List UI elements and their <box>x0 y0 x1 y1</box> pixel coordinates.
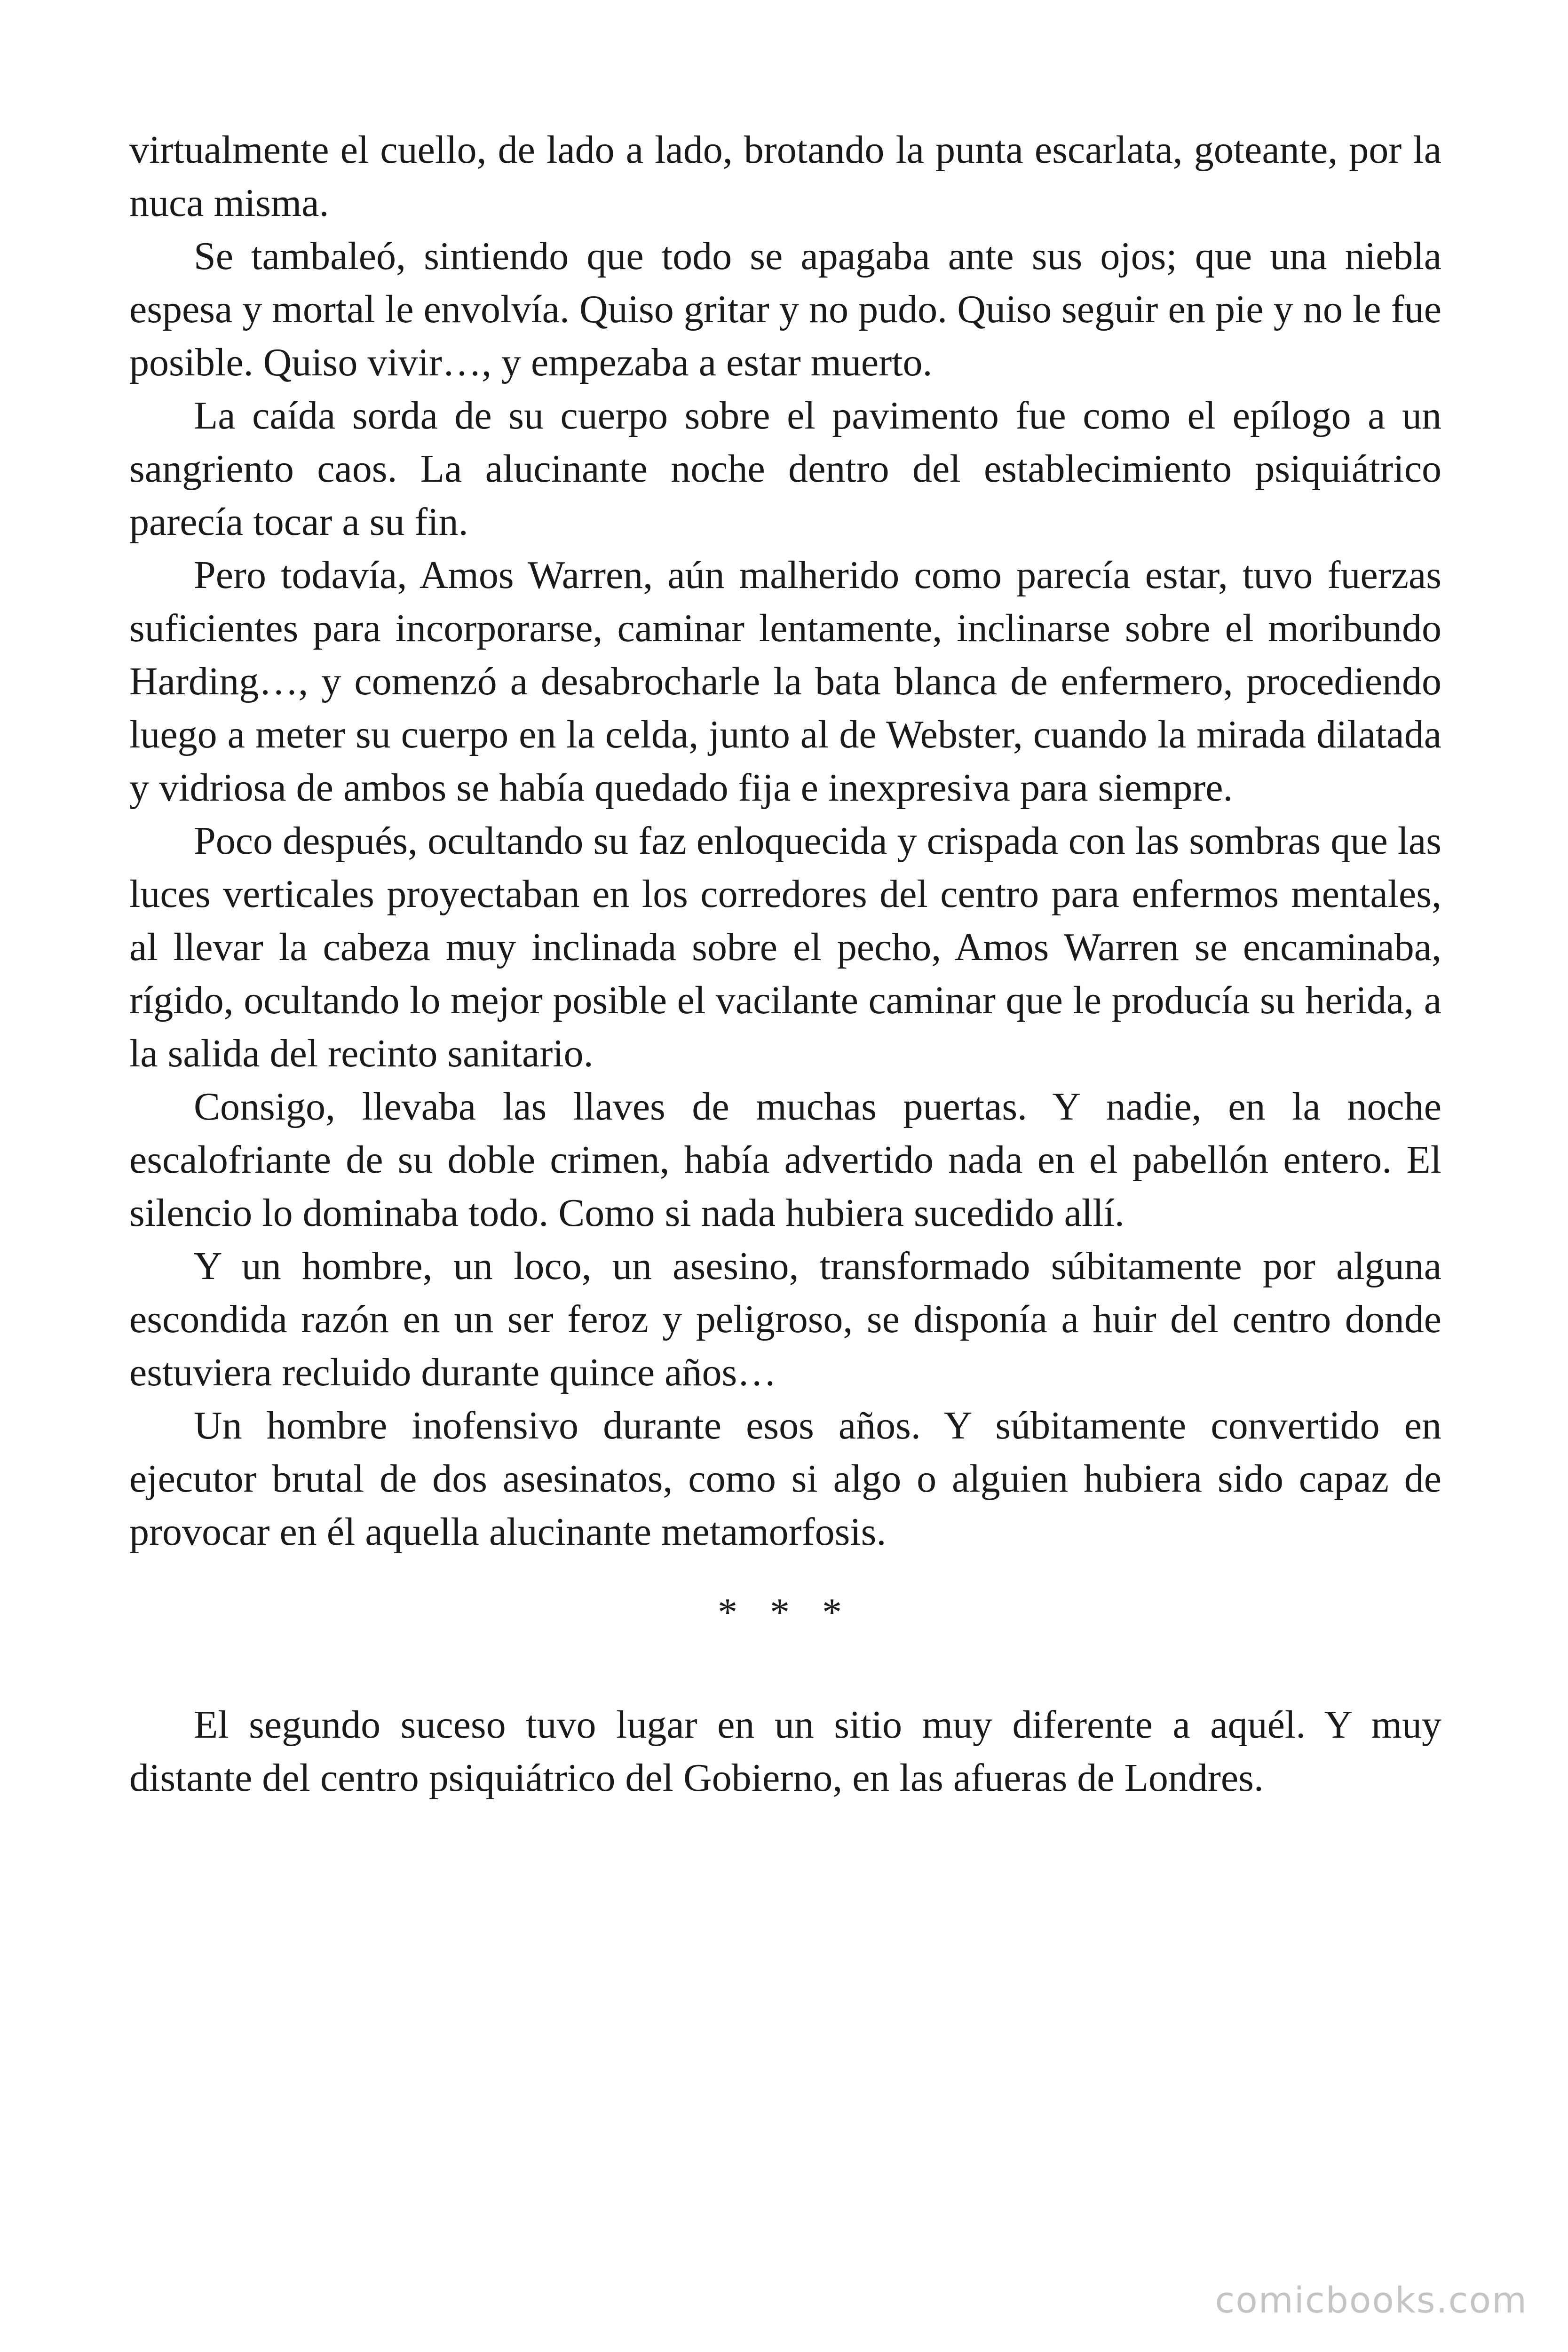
paragraph: Un hombre inofensivo durante esos años. Y súbitamente convertido en ejecutor brutal de dos asesinatos, como si algo o alguien hubiera sido capaz de provocar en él aquella alucinante metamorfosis. <box>129 1404 1441 1554</box>
paragraph: Y un hombre, un loco, un asesino, transformado súbitamente por alguna escondida razón en un ser feroz y peligroso, se disponía a huir del centro donde estuviera recluido durante quince años… <box>129 1244 1441 1394</box>
page-body <box>129 123 1441 1804</box>
paragraph: Consigo, llevaba las llaves de muchas puertas. Y nadie, en la noche escalofriante de su doble crimen, había advertido nada en el pabellón entero. El silencio lo dominaba todo. Como si nada hubiera sucedido allí. <box>129 1085 1441 1235</box>
paragraph: Poco después, ocultando su faz enloquecida y crispada con las sombras que las luces verticales proyectaban en los corredores del centro para enfermos mentales, al llevar la cabeza muy inclinada sobre el pecho, Amos Warren se encaminaba, rígido, ocultando lo mejor posible el vacilante caminar que le producía su herida, a la salida del recinto sanitario. <box>129 819 1441 1075</box>
paragraph: Pero todavía, Amos Warren, aún malherido como parecía estar, tuvo fuerzas suficientes para incorporarse, caminar lentamente, inclinarse sobre el moribundo Harding…, y comenzó a desabrocharle la bata blanca de enfermero, procediendo luego a meter su cuerpo en la celda, junto al de Webster, cuando la mirada dilatada y vidriosa de ambos se había quedado fija e inexpresiva para siempre. <box>129 553 1441 810</box>
paragraph: Se tambaleó, sintiendo que todo se apagaba ante sus ojos; que una niebla espesa y mortal le envolvía. Quiso gritar y no pudo. Quiso seguir en pie y no le fue posible. Quiso vivir…, y empezaba a estar muerto. <box>129 234 1441 384</box>
paragraph: El segundo suceso tuvo lugar en un sitio muy diferente a aquél. Y muy distante del centro psiquiátrico del Gobierno, en las afueras de Londres. <box>129 1703 1441 1800</box>
paragraph: La caída sorda de su cuerpo sobre el pavimento fue como el epílogo a un sangriento caos. La alucinante noche dentro del establecimiento psiquiátrico parecía tocar a su fin. <box>129 394 1441 544</box>
watermark: comicbooks.com <box>1215 2279 1528 2321</box>
paragraph: virtualmente el cuello, de lado a lado, brotando la punta escarlata, goteante, por la nuca misma. <box>129 128 1441 225</box>
section-separator: * * * <box>718 1590 853 1634</box>
